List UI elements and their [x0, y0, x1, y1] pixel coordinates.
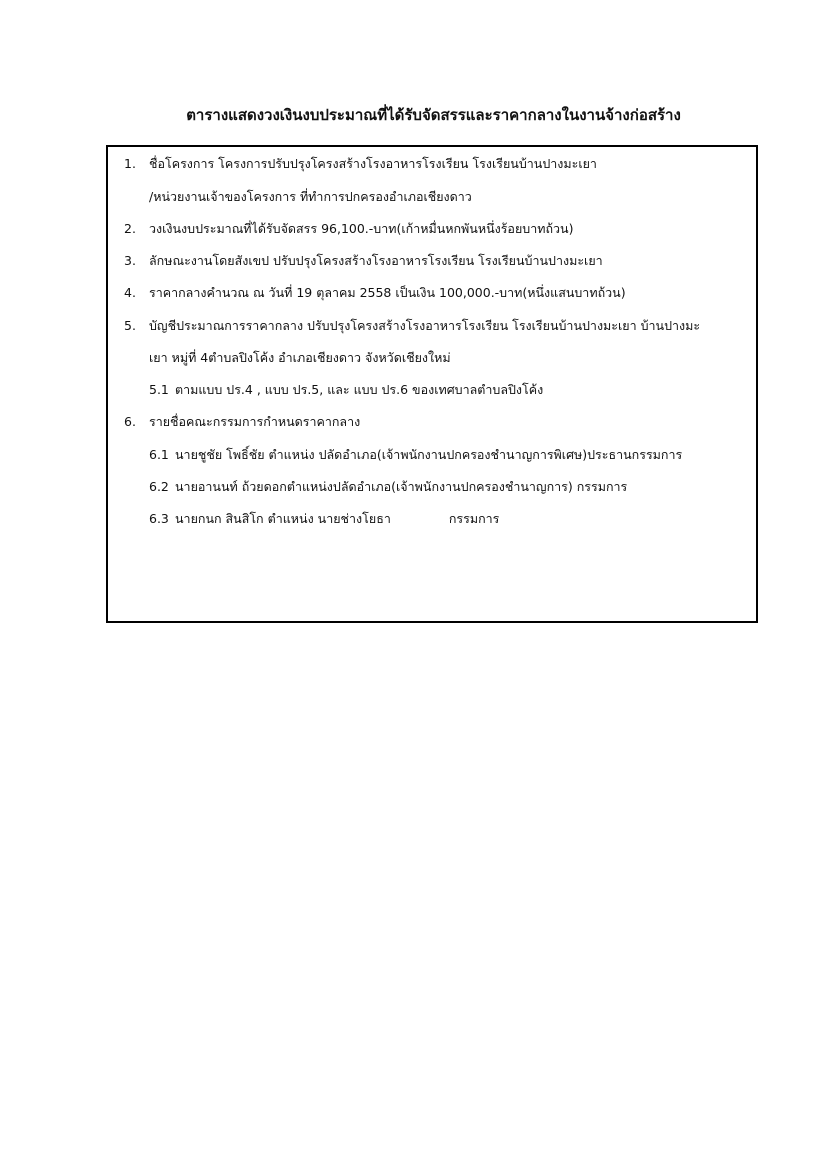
item-5-1 [149, 380, 543, 400]
item-6-committee-heading: รายชื่อคณะกรรมการกำหนดราคากลาง [149, 414, 361, 429]
item-5-1-number: 5.1 [149, 382, 169, 397]
committee-member-1-text: นายชูชัย โพธิ์ชัย ตำแหน่ง ปลัดอำเภอ(เจ้าพนักงานปกครองชำนาญการพิเศษ)ประธานกรรมการ [175, 447, 683, 462]
item-1 [124, 154, 597, 174]
committee-member-2-number: 6.2 [149, 479, 169, 494]
item-1-project-name: ชื่อโครงการ โครงการปรับปรุงโครงสร้างโรงอาหารโรงเรียน โรงเรียนบ้านปางมะเยา [149, 156, 597, 171]
committee-member-1 [149, 445, 682, 465]
item-6-number: 6. [124, 414, 136, 429]
item-5-1-text: ตามแบบ ปร.4 , แบบ ปร.5, และ แบบ ปร.6 ของเทศบาลตำบลปิงโค้ง [175, 382, 544, 397]
committee-member-3-text: นายกนก สินสิโก ตำแหน่ง นายช่างโยธา [175, 511, 391, 526]
committee-member-1-number: 6.1 [149, 447, 169, 462]
committee-member-2-text: นายอานนท์ ถ้วยดอกตำแหน่งปลัดอำเภอ(เจ้าพนักงานปกครองชำนาญการ) กรรมการ [175, 479, 628, 494]
item-1-owner-agency: /หน่วยงานเจ้าของโครงการ ที่ทำการปกครองอำเภอเชียงดาว [149, 189, 472, 204]
item-1-number: 1. [124, 156, 136, 171]
item-5 [124, 316, 700, 336]
item-2-budget: วงเงินงบประมาณที่ได้รับจัดสรร 96,100.-บาท(เก้าหมื่นหกพันหนึ่งร้อยบาทถ้วน) [149, 221, 574, 236]
item-5-location: เยา หมู่ที่ 4ตำบลปิงโค้ง อำเภอเชียงดาว จังหวัดเชียงใหม่ [149, 350, 451, 365]
item-3-number: 3. [124, 253, 136, 268]
document-title: ตารางแสดงวงเงินงบประมาณที่ได้รับจัดสรรและราคากลางในงานจ้างก่อสร้าง [186, 106, 681, 124]
item-4-number: 4. [124, 285, 136, 300]
item-4 [124, 283, 626, 303]
committee-member-3-role: กรรมการ [448, 511, 500, 526]
item-2-number: 2. [124, 221, 136, 236]
item-4-median-price: ราคากลางคำนวณ ณ วันที่ 19 ตุลาคม 2558 เป็นเงิน 100,000.-บาท(หนึ่งแสนบาทถ้วน) [149, 285, 626, 300]
item-3 [124, 251, 603, 271]
committee-member-2 [149, 477, 627, 497]
item-3-work-description: ลักษณะงานโดยสังเขป ปรับปรุงโครงสร้างโรงอาหารโรงเรียน โรงเรียนบ้านปางมะเยา [149, 253, 603, 268]
item-2 [124, 219, 573, 239]
item-5-number: 5. [124, 318, 136, 333]
item-5-estimate-list: บัญชีประมาณการราคากลาง ปรับปรุงโครงสร้างโรงอาหารโรงเรียน โรงเรียนบ้านปางมะเยา บ้านปางมะ [149, 318, 701, 333]
committee-member-3 [149, 509, 499, 529]
committee-member-3-number: 6.3 [149, 511, 169, 526]
item-6 [124, 412, 360, 432]
